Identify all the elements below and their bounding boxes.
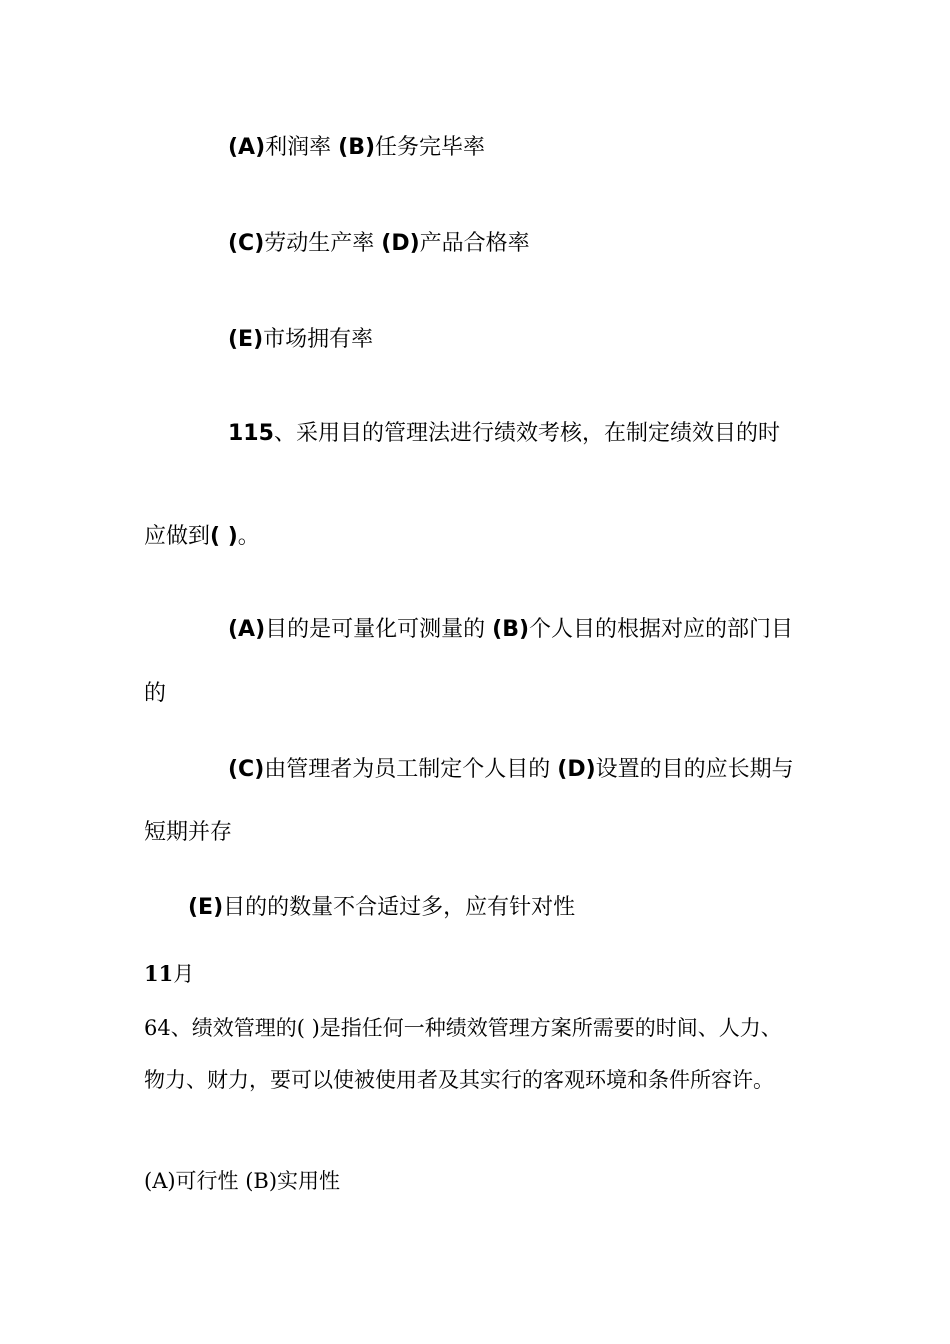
answer-blank: ( ) <box>210 524 238 549</box>
q115-options-cd <box>228 756 794 784</box>
q115-option-d-wrap <box>144 819 232 847</box>
q64-stem-text: 64、绩效管理的( )是指任何一种绩效管理方案所需要的时间、人力、 <box>144 1016 782 1040</box>
option-e-label: (E) <box>188 895 224 920</box>
option-d-text: 设置的目的应长期与 <box>595 757 794 782</box>
q115-option-e <box>188 894 575 922</box>
option-c-label: (C) <box>228 231 265 256</box>
q115-stem-line1 <box>228 420 780 448</box>
option-e-text: 目的的数量不合适过多，应有针对性 <box>223 895 576 920</box>
option-c-text: 劳动生产率 <box>264 231 375 256</box>
option-c-text: 由管理者为员工制定个人目的 <box>264 757 551 782</box>
q114-option-e <box>228 326 373 354</box>
option-a-label: (A) <box>228 617 266 642</box>
q115-stem-line2 <box>144 523 260 551</box>
q64-options-text: (A)可行性 (B)实用性 <box>144 1169 341 1193</box>
q64-stem-line2 <box>144 1066 774 1094</box>
option-b-text-cont: 的 <box>144 681 167 706</box>
section-month-heading <box>144 960 194 988</box>
option-d-text: 产品合格率 <box>419 231 530 256</box>
q115-stem-text: 、采用目的管理法进行绩效考核，在制定绩效目的时 <box>273 421 780 446</box>
q114-options-ab <box>228 134 485 162</box>
q64-options <box>144 1167 340 1195</box>
option-c-label: (C) <box>228 757 265 782</box>
option-d-text-cont: 短期并存 <box>144 820 233 845</box>
option-b-text: 任务完毕率 <box>375 135 486 160</box>
q115-stem-end: 。 <box>237 524 260 549</box>
q64-stem-text-2: 物力、财力，要可以使被使用者及其实行的客观环境和条件所容许。 <box>144 1068 774 1092</box>
option-a-text: 目的是可量化可测量的 <box>265 617 486 642</box>
option-e-label: (E) <box>228 327 264 352</box>
q115-option-b-wrap <box>144 680 166 708</box>
q64-stem-line1 <box>144 1014 782 1042</box>
option-b-label: (B) <box>492 617 530 642</box>
option-e-text: 市场拥有率 <box>263 327 374 352</box>
month-number: 11 <box>144 961 174 986</box>
option-b-label: (B) <box>338 135 376 160</box>
option-d-label: (D) <box>381 231 420 256</box>
option-b-text: 个人目的根据对应的部门目 <box>529 617 794 642</box>
option-d-label: (D) <box>557 757 596 782</box>
option-a-text: 利润率 <box>265 135 332 160</box>
q115-stem-text-2: 应做到 <box>144 524 211 549</box>
month-unit: 月 <box>173 962 195 986</box>
option-a-label: (A) <box>228 135 266 160</box>
q115-options-ab <box>228 616 793 644</box>
q114-options-cd <box>228 230 530 258</box>
q115-number: 115 <box>228 421 274 446</box>
